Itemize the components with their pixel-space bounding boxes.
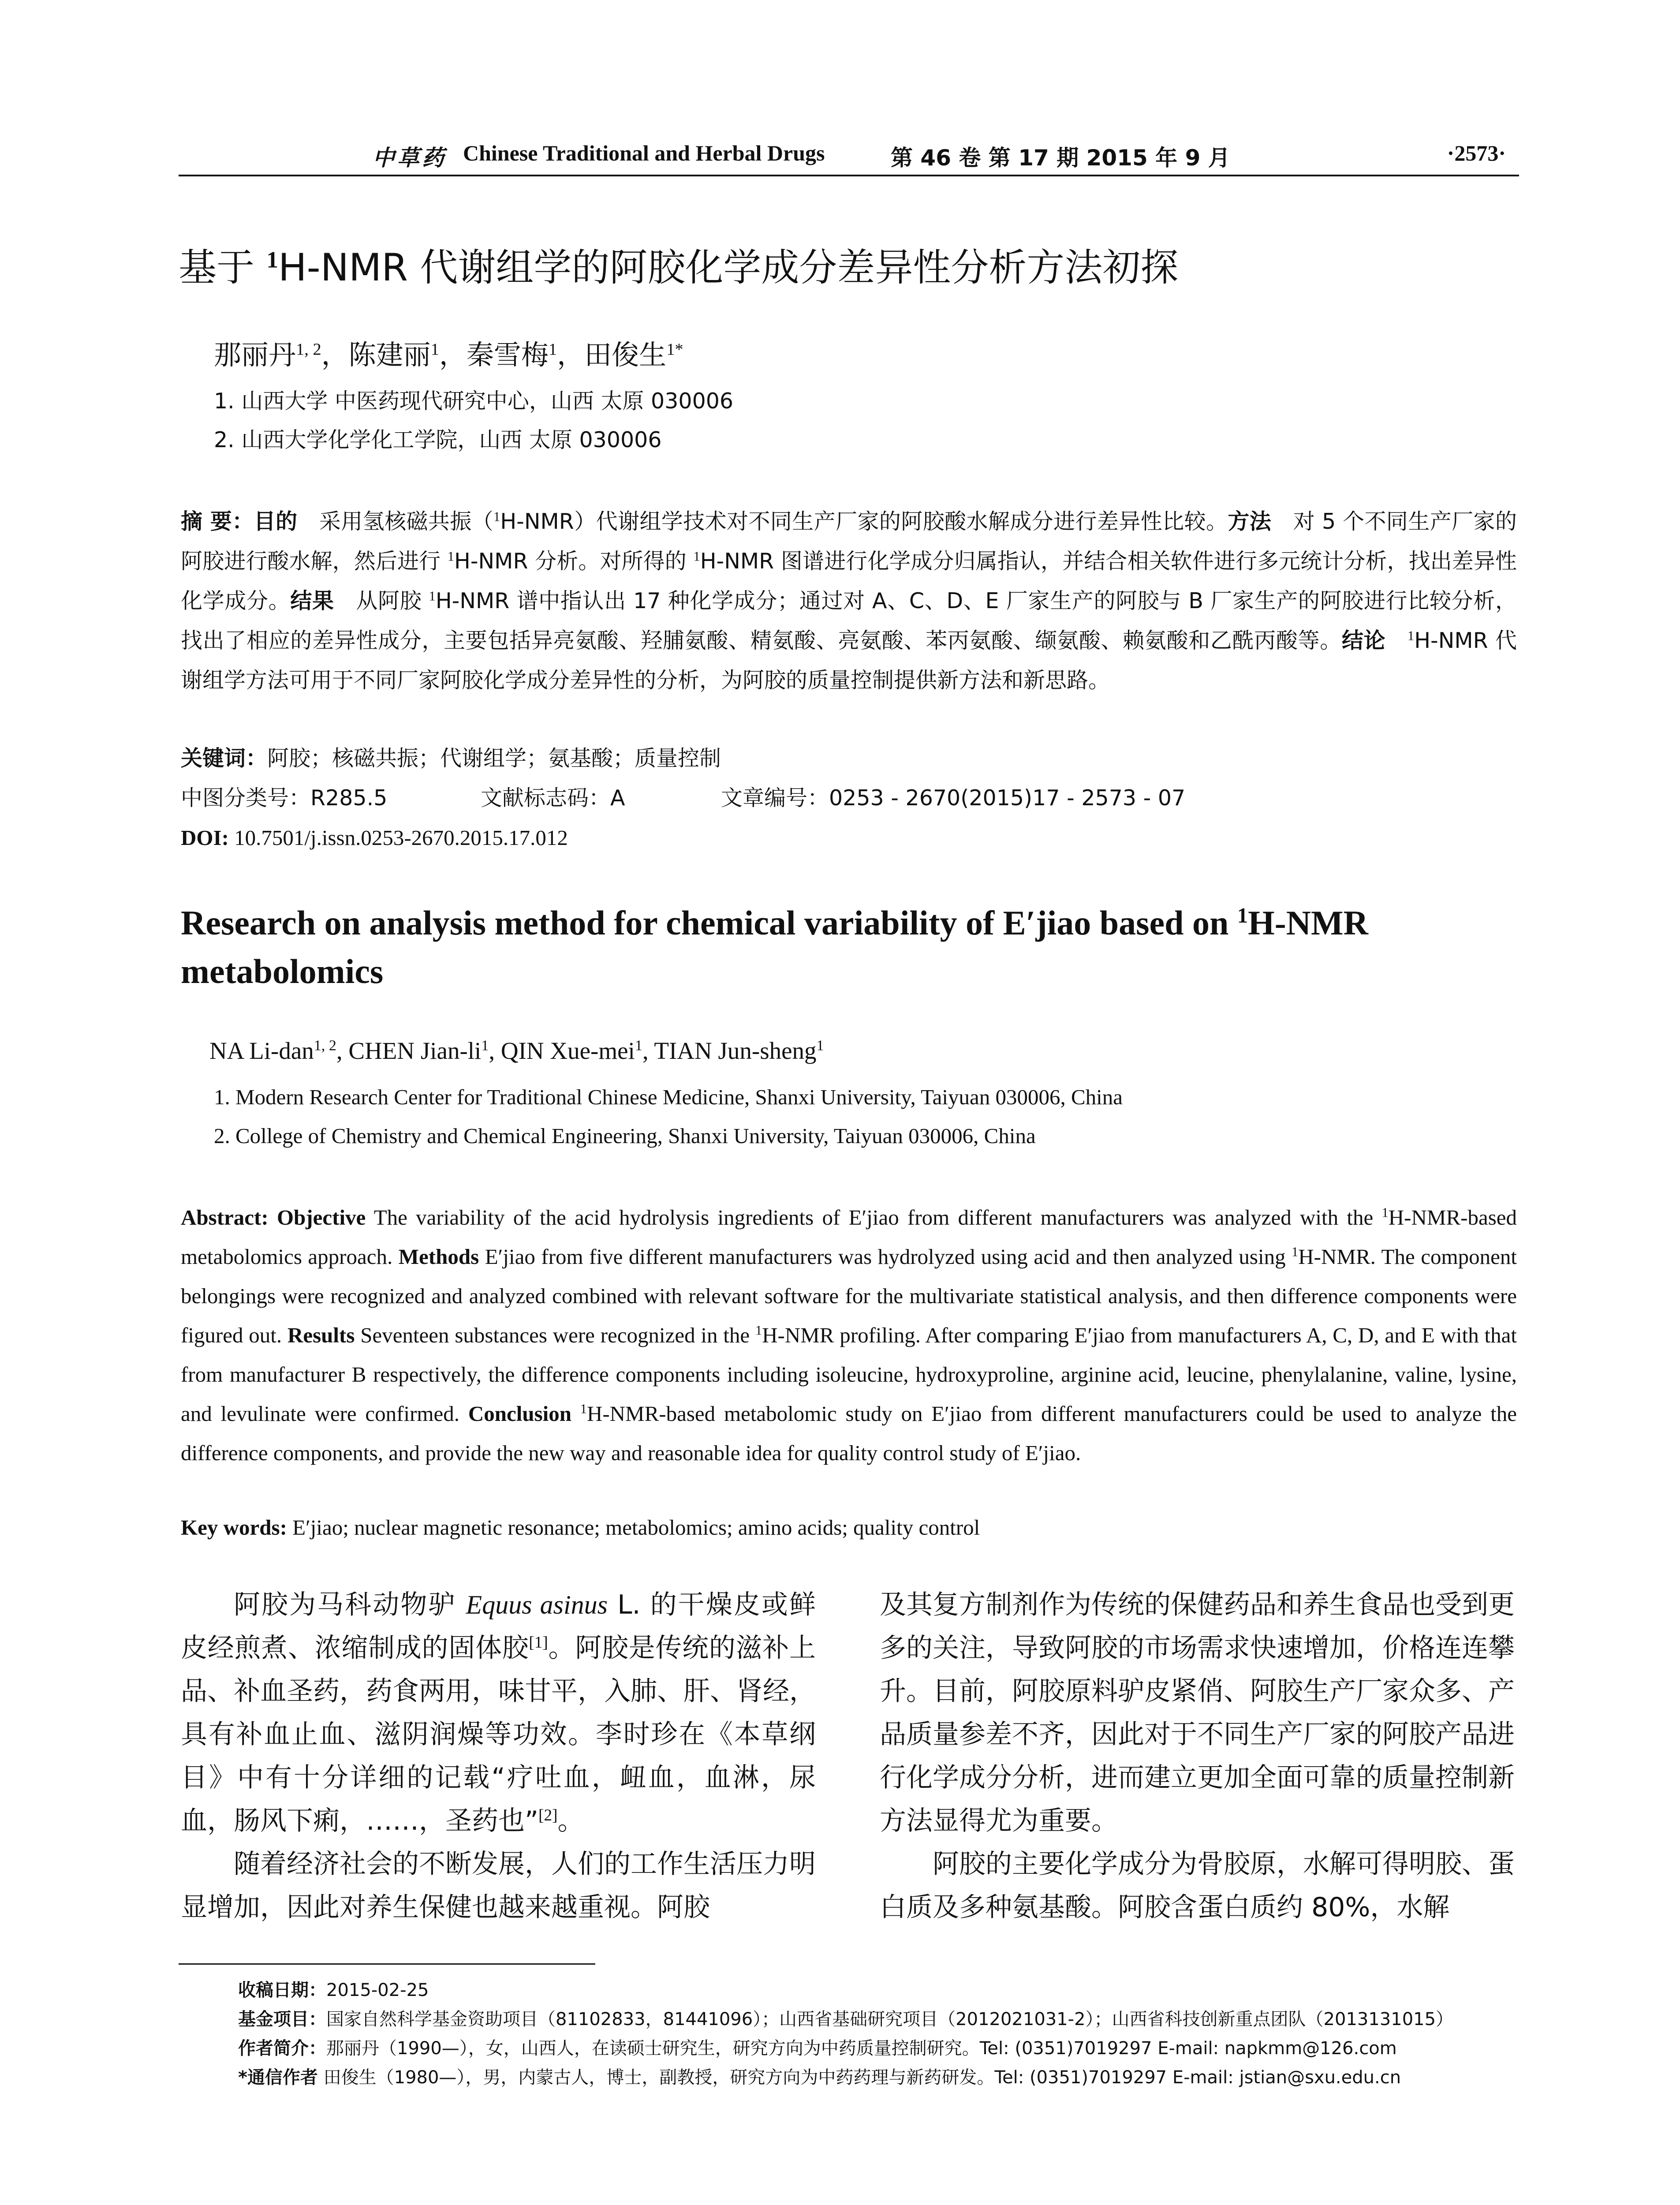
cn-author: 那丽丹 (214, 339, 296, 371)
en-abstract-text: H-NMR-based metabolomic study on E′jiao from different manufacturers could be used to analyze the difference components, and provide the new way and reasonable idea for quality control study of E′jiao. (181, 1401, 1517, 1465)
cn-abstract-text: 对 5 个不同生产厂家的阿胶进行酸水解，然后进行 (181, 509, 1517, 574)
cn-abstract-text: H-NMR 图谱进行化学成分归属指认，并结合相关软件进行多元统计分析，找出差异性化学成分。 (181, 549, 1517, 613)
body-paragraph (880, 1842, 1515, 1929)
cn-title-prefix: 基于 (179, 246, 267, 290)
footnote-text: 田俊生（1980—），男，内蒙古人，博士，副教授，研究方向为中药药理与新药研发。Tel: (0351)7019297 E-mail: jstian@sxu.edu.cn (317, 2067, 1401, 2088)
en-methods-label: Methods (398, 1245, 479, 1269)
en-affiliation: 1. Modern Research Center for Traditional Chinese Medicine, Shanxi University, Taiyuan 030006, China (214, 1085, 1123, 1109)
doi-value: 10.7501/j.issn.0253-2670.2015.17.012 (228, 826, 568, 850)
cn-abstract (181, 502, 1517, 700)
cn-objective-label: 目的 (254, 509, 298, 534)
en-author-sup: 1 (635, 1037, 642, 1054)
en-abstract-text: Seventeen substances were recognized in the (355, 1323, 755, 1347)
footnote-received (238, 1976, 1519, 2005)
cn-keywords (181, 741, 721, 776)
cn-abstract-text: 采用氢核磁共振（ (319, 509, 494, 534)
en-authors (209, 1033, 824, 1069)
cn-abstract-text: 从阿胶 (356, 588, 429, 613)
cn-title-sup: 1 (266, 246, 278, 273)
cn-title (179, 243, 1519, 292)
en-abstract-sup: 1 (580, 1401, 587, 1416)
en-author: , TIAN Jun-sheng (642, 1037, 817, 1064)
cn-author-sup: 1 (548, 340, 557, 359)
footnote-label: 收稿日期： (238, 1980, 326, 2000)
clc-number: 中图分类号：R285.5 (181, 785, 388, 811)
cn-affiliation: 2. 山西大学化学化工学院，山西 太原 030006 (214, 427, 662, 452)
cn-abstract-sup: 1 (493, 509, 500, 524)
cn-conclusion-label: 结论 (1341, 628, 1386, 653)
cn-abstract-text: H-NMR 分析。对所得的 (454, 549, 694, 574)
footnote-label: 作者简介： (238, 2038, 326, 2059)
page-number: ·2573· (1447, 141, 1506, 165)
doi (181, 820, 568, 856)
body-column-right (880, 1583, 1515, 1929)
en-abstract-sup: 1 (755, 1323, 762, 1338)
en-author: NA Li-dan (209, 1037, 314, 1064)
cn-author: 秦雪梅 (466, 339, 549, 371)
cn-author-sup: 1 (430, 340, 439, 359)
body-text: 。 (557, 1805, 584, 1836)
en-results-label: Results (287, 1323, 355, 1347)
en-affiliation: 2. College of Chemistry and Chemical Engineering, Shanxi University, Taiyuan 030006, China (214, 1124, 1036, 1148)
en-author: , QIN Xue-mei (489, 1037, 635, 1064)
cn-abstract-sup: 1 (1407, 628, 1415, 643)
body-paragraph (181, 1583, 816, 1842)
cn-keywords-label: 关键词： (181, 746, 268, 771)
body-paragraph (181, 1842, 816, 1929)
body-paragraph (880, 1583, 1515, 1842)
cn-author: 田俊生 (584, 339, 667, 371)
running-header (179, 140, 1519, 172)
en-abstract-text: H-NMR profiling. After comparing E′jiao from manufacturers A, C, D, and E with that from manufacturer B respectively, the difference components including isoleucine, hydroxyproline, arginine acid, leucine, phenylalanine, valine, lysine, and levulinate were confirmed. (181, 1323, 1517, 1426)
body-text: 阿胶为马科动物驴 (234, 1589, 466, 1620)
cn-results-label: 结果 (290, 588, 334, 613)
footnote-fund (238, 2005, 1519, 2034)
cn-abstract-label: 摘 要： (181, 509, 254, 534)
cn-keywords-value: 阿胶；核磁共振；代谢组学；氨基酸；质量控制 (267, 746, 721, 771)
en-abstract-text: E′jiao from five different manufacturers was hydrolyzed using acid and then analyzed using (479, 1245, 1292, 1269)
body-text: L. 的干燥皮或鲜皮经煎煮、浓缩制成的固体胶 (181, 1589, 816, 1663)
body-text: 阿胶的主要化学成分为骨胶原，水解可得明胶、蛋白质及多种氨基酸。阿胶含蛋白质约 80%，水解 (880, 1849, 1515, 1923)
citation-ref: [2] (538, 1806, 558, 1824)
cn-affiliation: 1. 山西大学 中医药现代研究中心，山西 太原 030006 (214, 389, 734, 414)
document-code: 文献标志码：A (481, 785, 625, 811)
body-text: 及其复方制剂作为传统的保健药品和养生食品也受到更多的关注，导致阿胶的市场需求快速增加，价格连连攀升。目前，阿胶原料驴皮紧俏、阿胶生产厂家众多、产品质量参差不齐，因此对于不同生产厂家的阿胶产品进行化学成分分析，进而建立更加全面可靠的质量控制新方法显得尤为重要。 (880, 1589, 1515, 1836)
cn-abstract-sup: 1 (429, 588, 436, 604)
footnote-text: 2015-02-25 (326, 1980, 429, 2000)
cn-abstract-text: H-NMR 谱中指认出 17 种化学成分；通过对 A、C、D、E 厂家生产的阿胶与 B 厂家生产的阿胶进行比较分析，找出了相应的差异性成分，主要包括异亮氨酸、羟脯氨酸、精氨酸、亮氨酸、苯丙氨酸、缬氨酸、赖氨酸和乙酰丙酸等。 (181, 588, 1517, 653)
en-keywords-value: E′jiao; nuclear magnetic resonance; metabolomics; amino acids; quality control (287, 1515, 980, 1540)
cn-authors: 那丽丹$^{1, 2}$，陈建丽$^1$，秦雪梅$^1$，田俊生$^{1*}$ (214, 339, 683, 371)
en-author: , CHEN Jian-li (336, 1037, 482, 1064)
article-number: 文章编号：0253 - 2670(2015)17 - 2573 - 07 (721, 785, 1186, 811)
en-title-text: Research on analysis method for chemical variability of E′jiao based on (181, 904, 1237, 942)
en-title (181, 899, 1521, 996)
journal-name-en: Chinese Traditional and Herbal Drugs (463, 141, 825, 165)
en-keywords (181, 1510, 980, 1545)
en-keywords-label: Key words: (181, 1515, 287, 1540)
body-text: 随着经济社会的不断发展，人们的工作生活压力明显增加，因此对养生保健也越来越重视。阿胶 (181, 1849, 816, 1923)
cn-title-rest: H-NMR 代谢组学的阿胶化学成分差异性分析方法初探 (278, 246, 1179, 290)
en-abstract-sup: 1 (1381, 1205, 1389, 1220)
en-abstract-text: H-NMR-based metabolomics approach. (181, 1205, 1517, 1269)
cn-author-sup: 1* (666, 340, 683, 359)
footnote-label: *通信作者 (238, 2067, 318, 2088)
en-abstract-sup: 1 (1292, 1244, 1299, 1259)
en-conclusion-label: Conclusion (468, 1401, 571, 1426)
en-abstract (181, 1198, 1517, 1472)
cn-author: 陈建丽 (348, 339, 431, 371)
doi-label: DOI: (181, 826, 229, 850)
en-author-sup: 1, 2 (314, 1037, 336, 1054)
en-abstract-text: The variability of the acid hydrolysis ingredients of E′jiao from different manufacturers was analyzed with the (366, 1205, 1382, 1230)
cn-author-sup: 1, 2 (296, 340, 321, 359)
footnote-rule (179, 1963, 595, 1965)
footnote-author (238, 2034, 1519, 2063)
en-title-sup: 1 (1237, 904, 1248, 927)
issue-info: 第 46 卷 第 17 期 2015 年 9 月 (891, 145, 1230, 171)
cn-methods-label: 方法 (1228, 509, 1272, 534)
citation-ref: [1] (529, 1633, 548, 1652)
latin-name: Equus asinus (466, 1590, 608, 1619)
body-text: 。阿胶是传统的滋补上品、补血圣药，药食两用，味甘平，入肺、肝、肾经，具有补血止血、滋阴润燥等功效。李时珍在《本草纲目》中有十分详细的记载“疗吐血，衄血，血淋，尿血，肠风下痢，……，圣药也” (181, 1633, 816, 1836)
footnote-label: 基金项目： (238, 2009, 326, 2029)
cn-abstract-text: H-NMR）代谢组学技术对不同生产厂家的阿胶酸水解成分进行差异性比较。 (500, 509, 1228, 534)
footnote-text: 国家自然科学基金资助项目（81102833，81441096）；山西省基础研究项目（2012021031-2）；山西省科技创新重点团队（2013131015） (326, 2009, 1454, 2029)
cn-abstract-text: H-NMR 代谢组学方法可用于不同厂家阿胶化学成分差异性的分析，为阿胶的质量控制提供新方法和新思路。 (181, 628, 1517, 693)
footnote-text: 那丽丹（1990—），女，山西人，在读硕士研究生，研究方向为中药质量控制研究。Tel: (0351)7019297 E-mail: napkmm@126.com (326, 2038, 1397, 2059)
en-title-text: H-NMR metabolomics (181, 904, 1368, 990)
cn-abstract-sup: 1 (447, 549, 454, 564)
en-author-sup: 1 (816, 1037, 824, 1054)
en-abstract-label: Abstract: Objective (181, 1205, 366, 1230)
footnote-corresponding (238, 2063, 1519, 2092)
footnotes (238, 1976, 1519, 2092)
en-author-sup: 1 (481, 1037, 489, 1054)
body-column-left (181, 1583, 816, 1929)
en-abstract-text: H-NMR. The component belongings were recognized and analyzed combined with relevant software for the multivariate statistical analysis, and then difference components were figured out. (181, 1245, 1517, 1347)
cn-abstract-sup: 1 (693, 549, 700, 564)
header-rule (179, 175, 1519, 176)
journal-name-cn: 中草药 (373, 145, 447, 171)
